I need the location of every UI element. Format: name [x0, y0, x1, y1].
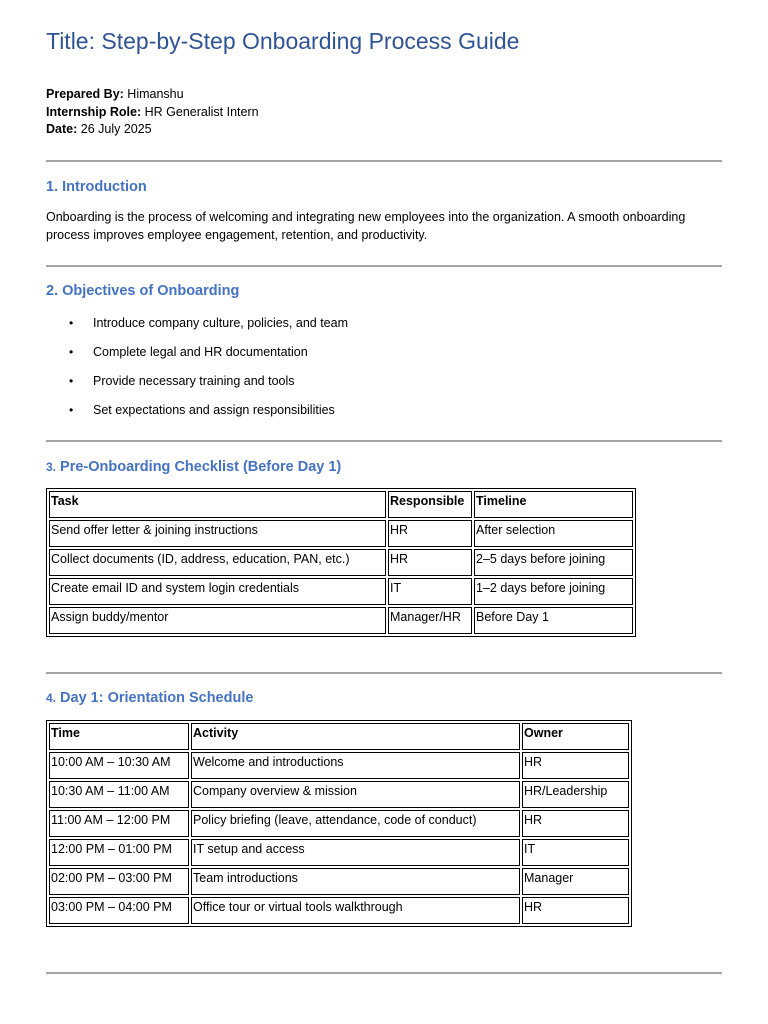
table-row [49, 520, 633, 547]
objectives-list [46, 316, 348, 432]
table-cell: Before Day 1 [474, 607, 633, 634]
list-item: • Introduce company culture, policies, and team [69, 316, 348, 330]
table-header-row [49, 491, 633, 518]
document-meta [46, 86, 259, 139]
table-cell: Office tour or virtual tools walkthrough [191, 897, 520, 924]
orientation-schedule-table [46, 720, 632, 927]
table-cell: After selection [474, 520, 633, 547]
bullet-icon: • [69, 374, 74, 388]
date-line [46, 121, 259, 139]
table-cell: HR [388, 549, 472, 576]
table-cell: 12:00 PM – 01:00 PM [49, 839, 189, 866]
section-number: 4. [46, 691, 57, 705]
internship-role-value: HR Generalist Intern [144, 104, 259, 119]
table-cell: 02:00 PM – 03:00 PM [49, 868, 189, 895]
internship-role-label: Internship Role: [46, 104, 142, 119]
list-item: • Complete legal and HR documentation [69, 345, 308, 359]
table-cell: 11:00 AM – 12:00 PM [49, 810, 189, 837]
introduction-paragraph: Onboarding is the process of welcoming and integrating new employees into the organization. A smooth onboarding process improves employee engagement, retention, and productivity. [46, 210, 686, 242]
table-cell: IT [388, 578, 472, 605]
introduction-heading: 1. Introduction [46, 179, 147, 195]
table-cell: Manager [522, 868, 629, 895]
list-item: • Set expectations and assign responsibilities [69, 403, 335, 417]
section-divider [46, 265, 722, 267]
document-title: Title: Step-by-Step Onboarding Process Guide [46, 28, 520, 54]
pre-onboarding-table [46, 488, 636, 637]
section-divider [46, 972, 722, 974]
table-header-row [49, 723, 629, 750]
column-header: Responsible [388, 491, 472, 518]
bullet-icon: • [69, 316, 74, 330]
table-cell: Assign buddy/mentor [49, 607, 386, 634]
column-header: Timeline [474, 491, 633, 518]
table-cell: Collect documents (ID, address, education, PAN, etc.) [49, 549, 386, 576]
section-divider [46, 672, 722, 674]
bullet-icon: • [69, 403, 74, 417]
table-row [49, 752, 629, 779]
table-row [49, 810, 629, 837]
table-cell: Team introductions [191, 868, 520, 895]
table-row [49, 897, 629, 924]
column-header: Owner [522, 723, 629, 750]
table-row [49, 839, 629, 866]
column-header: Task [49, 491, 386, 518]
table-cell: 10:30 AM – 11:00 AM [49, 781, 189, 808]
table-row [49, 549, 633, 576]
date-value: 26 July 2025 [80, 122, 152, 136]
table-cell: HR [522, 897, 629, 924]
section-heading-text: Day 1: Orientation Schedule [60, 690, 254, 706]
pre-onboarding-heading [46, 459, 341, 475]
table-cell: Send offer letter & joining instructions [49, 520, 386, 547]
date-label: Date: [46, 122, 78, 136]
table-cell: Policy briefing (leave, attendance, code of conduct) [191, 810, 520, 837]
table-cell: 1–2 days before joining [474, 578, 633, 605]
prepared-by-value: Himanshu [127, 87, 184, 101]
table-cell: Welcome and introductions [191, 752, 520, 779]
prepared-by-label: Prepared By: [46, 87, 124, 101]
internship-role-line [46, 104, 259, 122]
table-cell: Company overview & mission [191, 781, 520, 808]
table-row [49, 607, 633, 634]
prepared-by-line [46, 86, 259, 104]
bullet-icon: • [69, 345, 74, 359]
table-cell: HR/Leadership [522, 781, 629, 808]
table-cell: HR [522, 752, 629, 779]
table-row [49, 781, 629, 808]
list-item: • Provide necessary training and tools [69, 374, 295, 388]
table-row [49, 868, 629, 895]
table-cell: IT [522, 839, 629, 866]
section-divider [46, 160, 722, 162]
table-cell: IT setup and access [191, 839, 520, 866]
table-cell: HR [388, 520, 472, 547]
column-header: Activity [191, 723, 520, 750]
section-divider [46, 440, 722, 442]
table-cell: 2–5 days before joining [474, 549, 633, 576]
day1-heading [46, 690, 253, 706]
column-header: Time [49, 723, 189, 750]
table-cell: HR [522, 810, 629, 837]
objectives-heading: 2. Objectives of Onboarding [46, 283, 240, 299]
section-heading-text: Pre-Onboarding Checklist (Before Day 1) [60, 459, 342, 475]
table-cell: 03:00 PM – 04:00 PM [49, 897, 189, 924]
table-cell: Create email ID and system login credentials [49, 578, 386, 605]
section-number: 3. [46, 460, 57, 474]
table-cell: 10:00 AM – 10:30 AM [49, 752, 189, 779]
table-row [49, 578, 633, 605]
table-cell: Manager/HR [388, 607, 472, 634]
